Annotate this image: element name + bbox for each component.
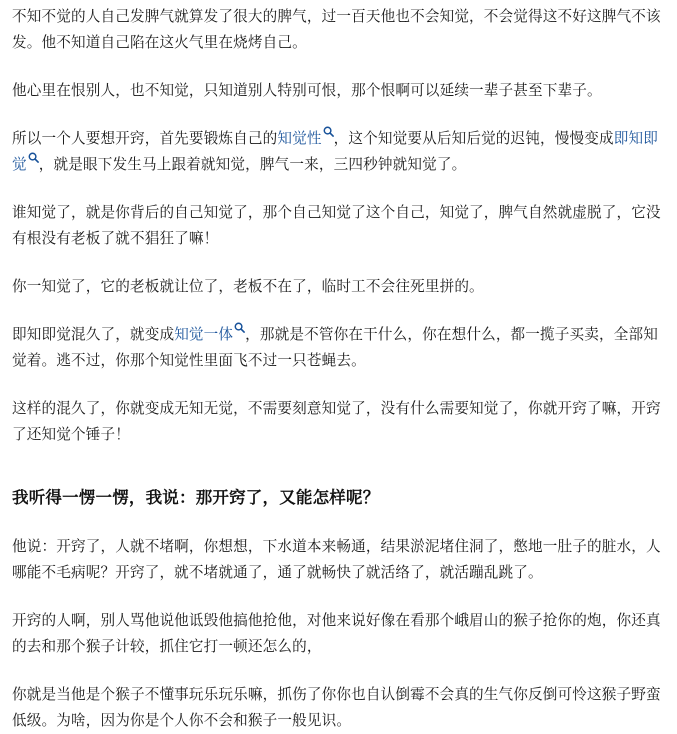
paragraph bbox=[12, 126, 665, 178]
paragraph: 他说：开窍了，人就不堵啊，你想想，下水道本来畅通，结果淤泥堵住洞了，憋地一肚子的脏水，人哪能不毛病呢？开窍了，就不堵就通了，通了就畅快了就活络了，就活蹦乱跳了。 bbox=[12, 538, 661, 581]
paragraph: 他心里在恨别人，也不知觉，只知道别人特别可恨，那个恨啊可以延续一辈子甚至下辈子。 bbox=[12, 82, 602, 99]
keyword-link-label: 即知即觉 bbox=[12, 130, 658, 173]
paragraph: 谁知觉了，就是你背后的自己知觉了，那个自己知觉了这个自己，知觉了，脾气自然就虚脱了，它没有根没有老板了就不猖狂了嘛！ bbox=[12, 204, 661, 247]
paragraph-text: ，就是眼下发生马上跟着就知觉，脾气一来，三四秒钟就知觉了。 bbox=[38, 156, 467, 173]
search-icon bbox=[323, 126, 334, 137]
paragraph: 你一知觉了，它的老板就让位了，老板不在了，临时工不会往死里拼的。 bbox=[12, 278, 484, 295]
paragraph: 你就是当他是个猴子不懂事玩乐玩乐嘛，抓伤了你你也自认倒霉不会真的生气你反倒可怜这猴子野蛮低级。为啥，因为你是个人你不会和猴子一般见识。 bbox=[12, 686, 661, 729]
paragraph: 开窍的人啊，别人骂他说他诋毁他搞他抢他，对他来说好像在看那个峨眉山的猴子抢你的炮，你还真的去和那个猴子计较，抓住它打一顿还怎么的， bbox=[12, 612, 661, 655]
keyword-link[interactable] bbox=[277, 130, 333, 147]
paragraph: 这样的混久了，你就变成无知无觉，不需要刻意知觉了，没有什么需要知觉了，你就开窍了嘛，开窍了还知觉个锤子！ bbox=[12, 400, 661, 443]
paragraph-text: ，这个知觉要从后知后觉的迟钝，慢慢变成 bbox=[333, 130, 614, 147]
search-icon bbox=[234, 322, 245, 333]
section-heading: 我听得一愣一愣，我说：那开窍了，又能怎样呢？ bbox=[12, 488, 380, 507]
paragraph: 不知不觉的人自己发脾气就算发了很大的脾气，过一百天他也不会知觉，不会觉得这不好这脾气不该发。他不知道自己陷在这火气里在烧烤自己。 bbox=[12, 8, 661, 51]
paragraph-text: ，那就是不管你在干什么，你在想什么，都一揽子买卖，全部知觉着。逃不过，你那个知觉性里面飞不过一只苍蝇去。 bbox=[12, 326, 658, 369]
keyword-link-label: 知觉一体 bbox=[174, 326, 234, 343]
keyword-link-label: 知觉性 bbox=[277, 130, 322, 147]
keyword-link[interactable] bbox=[174, 326, 245, 343]
paragraph-text: 所以一个人要想开窍，首先要锻炼自己的 bbox=[12, 130, 278, 147]
paragraph-text: 即知即觉混久了，就变成 bbox=[12, 326, 175, 343]
paragraph bbox=[12, 322, 665, 374]
search-icon bbox=[28, 152, 39, 163]
